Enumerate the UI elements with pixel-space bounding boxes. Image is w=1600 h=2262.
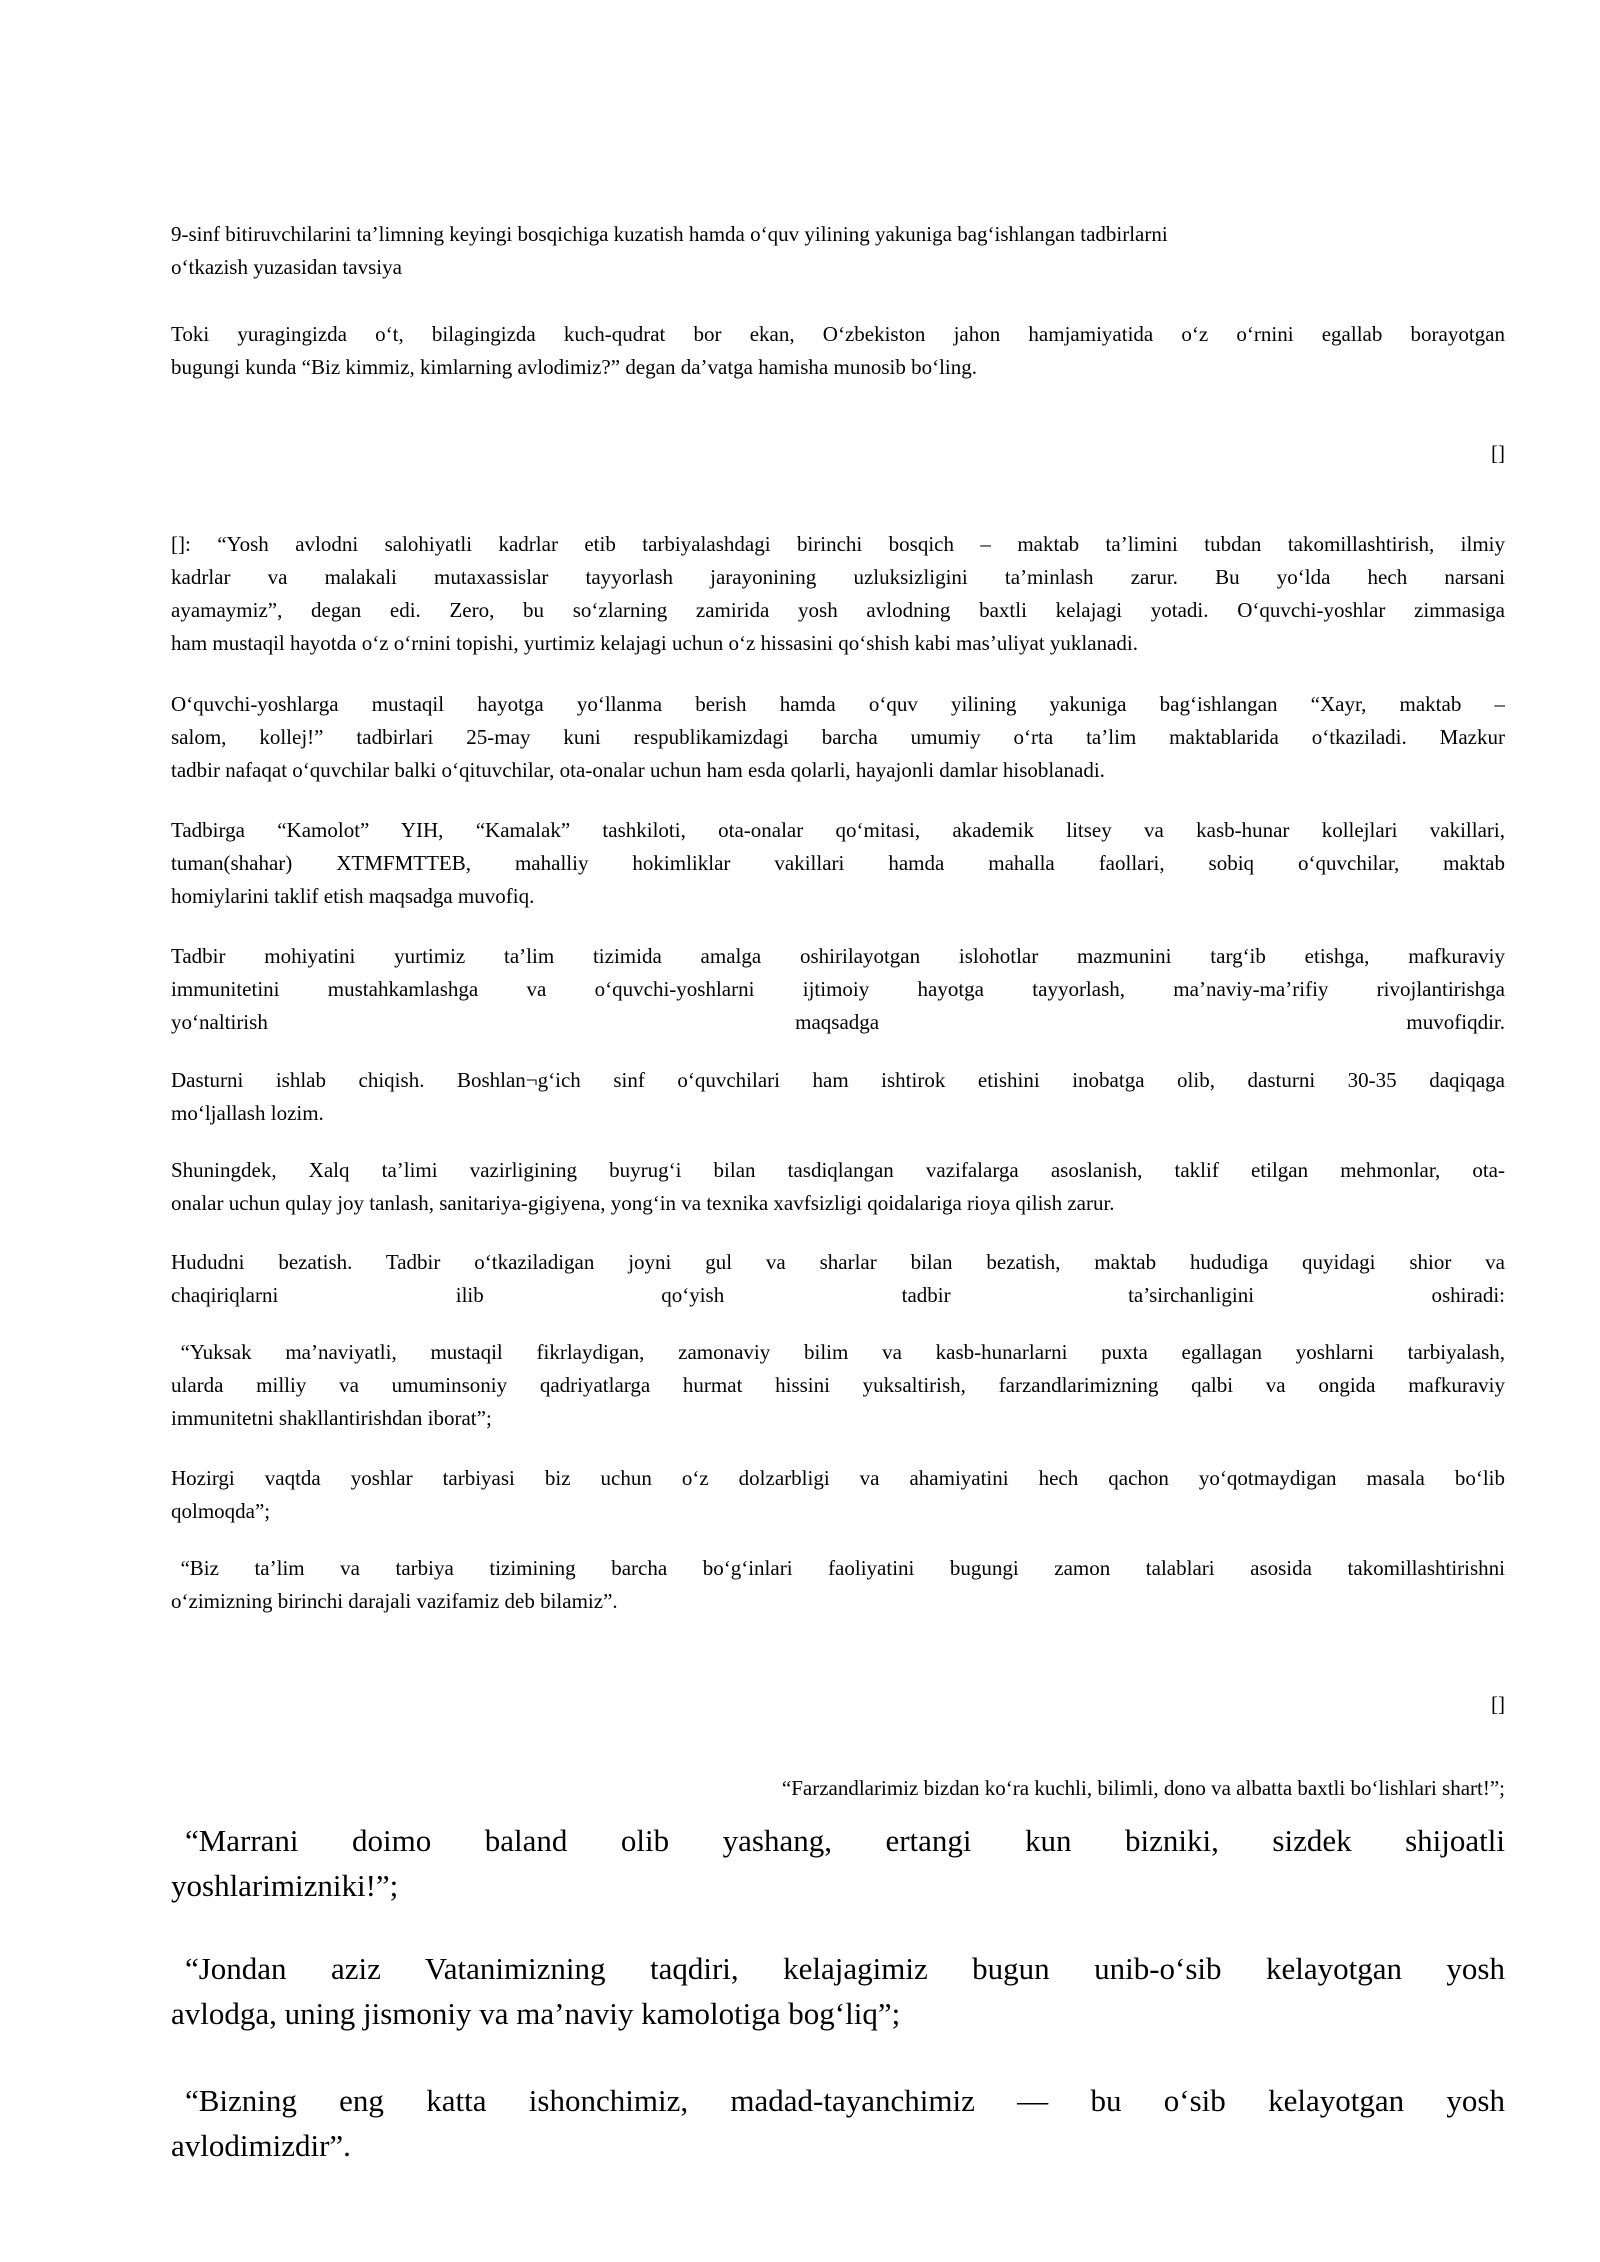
- text-line: yo‘naltirish maqsadga muvofiqdir.: [171, 1010, 1505, 1034]
- text-line: 9-sinf bitiruvchilarini ta’limning keyingi bosqichiga kuzatish hamda o‘quv yilining yakuniga bag‘ishlangan tadbirlarni: [171, 222, 1168, 246]
- text-line: Hududni bezatish. Tadbir o‘tkaziladigan joyni gul va sharlar bilan bezatish, maktab hududiga quyidagi shior va: [171, 1250, 1505, 1274]
- text-line: Shuningdek, Xalq ta’limi vazirligining buyrug‘i bilan tasdiqlangan vazifalarga asoslanish, taklif etilgan mehmonlar, ota-: [171, 1158, 1505, 1182]
- text-line: o‘zimizning birinchi darajali vazifamiz deb bilamiz”.: [171, 1589, 618, 1613]
- text-line: “Yuksak ma’naviyatli, mustaqil fikrlaydigan, zamonaviy bilim va kasb-hunarlarni puxta egallagan yoshlarni tarbiyalash,: [180, 1340, 1505, 1364]
- document-paragraphs: [171, 218, 1505, 2168]
- text-line: “Bizning eng katta ishonchimiz, madad-tayanchimiz — bu o‘sib kelayotgan yosh: [184, 2083, 1505, 2118]
- text-line: ayamaymiz”, degan edi. Zero, bu so‘zlarning zamirida yosh avlodning baxtli kelajagi yotadi. O‘quvchi-yoshlar zimmasiga: [171, 598, 1505, 622]
- paragraph-xayr-maktab: [171, 688, 1505, 787]
- quote-farzandlarimiz: [171, 1772, 1505, 1805]
- bracket-placeholder-1: [171, 437, 1505, 470]
- paragraph-hozirgi-vaqtda: [171, 1462, 1505, 1528]
- text-line: “Jondan aziz Vatanimizning taqdiri, kelajagimiz bugun unib-o‘sib kelayotgan yosh: [184, 1951, 1505, 1986]
- text-line: tuman(shahar) XTMFMTTEB, mahalliy hokimliklar vakillari hamda mahalla faollari, sobiq o‘quvchilar, maktab: [171, 851, 1505, 875]
- text-line: chaqiriqlarni ilib qo‘yish tadbir ta’sirchanligini oshiradi:: [171, 1283, 1505, 1307]
- text-line: onalar uchun qulay joy tanlash, sanitariya-gigiyena, yong‘in va texnika xavfsizligi qoidalariga rioya qilish zarur.: [171, 1191, 1115, 1215]
- paragraph-hududni-bezatish: [171, 1246, 1505, 1312]
- paragraph-biz-talim: [171, 1552, 1505, 1618]
- text-line: qolmoqda”;: [171, 1499, 271, 1523]
- text-line: Tadbirga “Kamolot” YIH, “Kamalak” tashkiloti, ota-onalar qo‘mitasi, akademik litsey va kasb-hunar kollejlari vakillari,: [171, 818, 1505, 842]
- text-line: tadbir nafaqat o‘quvchilar balki o‘qituvchilar, ota-onalar uchun ham esda qolarli, hayajonli damlar hisoblanadi.: [171, 758, 1105, 782]
- text-line: immunitetni shakllantirishdan iborat”;: [171, 1406, 492, 1430]
- text-line: salom, kollej!” tadbirlari 25-may kuni respublikamizdagi barcha umumiy o‘rta ta’lim maktablarida o‘tkaziladi. Mazkur: [171, 725, 1505, 749]
- text-line: Toki yuragingizda o‘t, bilagingizda kuch-qudrat bor ekan, O‘zbekiston jahon hamjamiyatida o‘z o‘rnini egallab borayotgan: [171, 322, 1505, 346]
- text-line: yoshlarimizniki!”;: [171, 1868, 399, 1903]
- text-line: []: [1491, 1692, 1505, 1716]
- text-line: ham mustaqil hayotda o‘z o‘rnini topishi, yurtimiz kelajagi uchun o‘z hissasini qo‘shish kabi mas’uliyat yuklanadi.: [171, 631, 1138, 655]
- big-quote-marrani: [171, 1818, 1505, 1908]
- text-line: avlodga, uning jismoniy va ma’naviy kamolotiga bog‘liq”;: [171, 1996, 901, 2031]
- text-line: o‘tkazish yuzasidan tavsiya: [171, 255, 402, 279]
- big-quote-jondan-aziz: [171, 1946, 1505, 2036]
- paragraph-tavsiya: [171, 218, 1505, 284]
- bracket-placeholder-2: [171, 1688, 1505, 1721]
- paragraph-shuningdek: [171, 1154, 1505, 1220]
- paragraph-tadbirga-kamolot: [171, 814, 1505, 913]
- text-line: Dasturni ishlab chiqish. Boshlan¬g‘ich sinf o‘quvchilari ham ishtirok etishini inobatga olib, dasturni 30-35 daqiqaga: [171, 1068, 1505, 1092]
- text-line: Hozirgi vaqtda yoshlar tarbiyasi biz uchun o‘z dolzarbligi va ahamiyatini hech qachon yo‘qotmaydigan masala bo‘lib: [171, 1466, 1505, 1490]
- text-line: mo‘ljallash lozim.: [171, 1101, 324, 1125]
- text-line: “Marrani doimo baland olib yashang, ertangi kun bizniki, sizdek shijoatli: [184, 1823, 1505, 1858]
- paragraph-yuksak-manaviyatli: [171, 1336, 1505, 1435]
- big-quote-bizning-eng: [171, 2078, 1505, 2168]
- text-line: bugungi kunda “Biz kimmiz, kimlarning avlodimiz?” degan da’vatga hamisha munosib bo‘ling.: [171, 355, 977, 379]
- text-line: O‘quvchi-yoshlarga mustaqil hayotga yo‘llanma berish hamda o‘quv yilining yakuniga bag‘ishlangan “Xayr, maktab –: [171, 692, 1505, 716]
- paragraph-dasturni-ishlab: [171, 1064, 1505, 1130]
- text-line: []: “Yosh avlodni salohiyatli kadrlar etib tarbiyalashdagi birinchi bosqich – maktab ta’limini tubdan takomillashtirish, ilmiy: [171, 532, 1505, 556]
- text-line: “Biz ta’lim va tarbiya tizimining barcha bo‘g‘inlari faoliyatini bugungi zamon talablari asosida takomillashtirishni: [180, 1556, 1505, 1580]
- text-line: immunitetini mustahkamlashga va o‘quvchi-yoshlarni ijtimoiy hayotga tayyorlash, ma’naviy-ma’rifiy rivojlantirishga: [171, 977, 1505, 1001]
- paragraph-tadbir-mohiyatini: [171, 940, 1505, 1039]
- text-line: “Farzandlarimiz bizdan ko‘ra kuchli, bilimli, dono va albatta baxtli bo‘lishlari shart!”;: [781, 1776, 1505, 1800]
- text-line: avlodimizdir”.: [171, 2128, 351, 2163]
- text-line: homiylarini taklif etish maqsadga muvofiq.: [171, 884, 535, 908]
- text-line: ularda milliy va umuminsoniy qadriyatlarga hurmat hissini yuksaltirish, farzandlarimizning qalbi va ongida mafkuraviy: [171, 1373, 1505, 1397]
- text-line: kadrlar va malakali mutaxassislar tayyorlash jarayonining uzluksizligini ta’minlash zarur. Bu yo‘lda hech narsani: [171, 565, 1505, 589]
- paragraph-yosh-avlodni: [171, 528, 1505, 660]
- text-line: []: [1491, 441, 1505, 465]
- text-line: Tadbir mohiyatini yurtimiz ta’lim tizimida amalga oshirilayotgan islohotlar mazmunini targ‘ib etishga, mafkuraviy: [171, 944, 1505, 968]
- paragraph-toki-yuragingizda: [171, 318, 1505, 384]
